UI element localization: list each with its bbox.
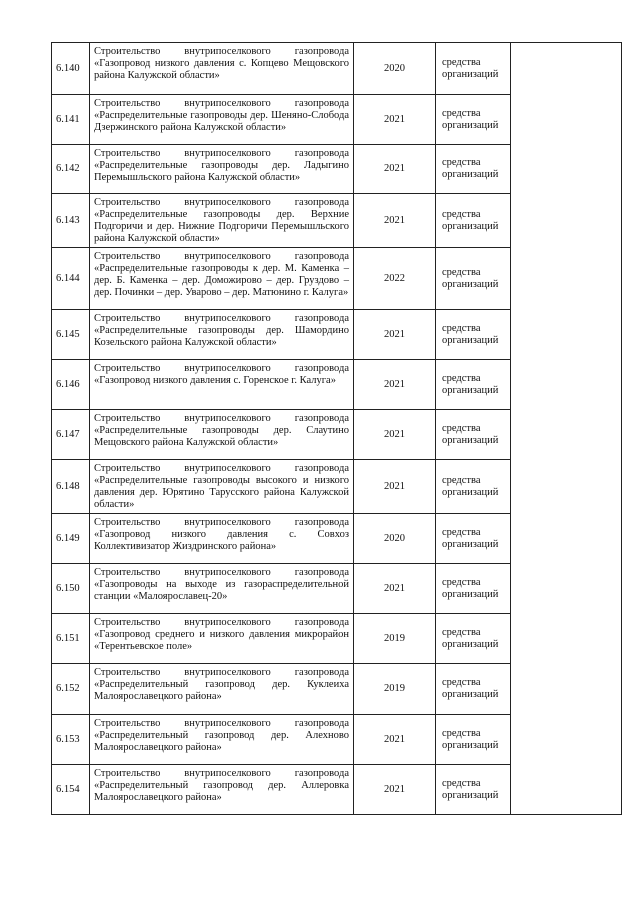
funding-source-line-2: организаций [442, 169, 499, 180]
description-title: Строительство внутрипоселкового газопровода [94, 567, 349, 578]
description-title: Строительство внутрипоселкового газопровода [94, 313, 349, 324]
row-year: 2021 [354, 360, 436, 410]
row-year: 2020 [354, 43, 436, 95]
row-number: 6.147 [52, 410, 90, 460]
funding-source-line-1: средства [442, 576, 481, 588]
funding-source-line-2: организаций [442, 739, 499, 751]
description-title: Строительство внутрипоселкового газопровода [94, 718, 349, 729]
table-body [52, 43, 622, 815]
funding-source-line-1: средства [442, 526, 481, 538]
description-text: «Газопровод низкого давления с. Совхоз Коллективизатор Жиздринского района» [94, 529, 349, 552]
row-funding-source [436, 43, 511, 95]
row-number: 6.154 [52, 765, 90, 815]
row-funding-source [436, 664, 511, 715]
funding-source-line-2: организаций [442, 278, 499, 290]
funding-source-line-1: средства [442, 727, 481, 739]
row-description [90, 765, 354, 815]
row-funding-source [436, 460, 511, 514]
description-title: Строительство внутрипоселкового газопровода [94, 363, 349, 374]
description-title: Строительство внутрипоселкового газопровода [94, 768, 349, 779]
funding-source-line-2: организаций [442, 689, 499, 700]
row-description [90, 194, 354, 248]
row-description [90, 614, 354, 664]
funding-source-line-2: организаций [442, 538, 499, 550]
gas-pipeline-table [51, 42, 622, 815]
empty-notes-column [511, 43, 622, 815]
description-title: Строительство внутрипоселкового газопровода [94, 46, 349, 57]
funding-source-line-2: организаций [442, 384, 499, 396]
funding-source-line-1: средства [442, 474, 481, 486]
row-description [90, 95, 354, 145]
row-number: 6.143 [52, 194, 90, 248]
row-number: 6.151 [52, 614, 90, 664]
description-title: Строительство внутрипоселкового газопровода [94, 667, 349, 678]
row-year: 2022 [354, 248, 436, 310]
description-text: «Распределительные газопроводы дер. Ладыгино Перемышльского района Калужской области» [94, 160, 349, 183]
description-title: Строительство внутрипоселкового газопровода [94, 463, 349, 474]
row-number: 6.145 [52, 310, 90, 360]
funding-source-line-2: организаций [442, 638, 499, 650]
row-number: 6.153 [52, 715, 90, 765]
description-title: Строительство внутрипоселкового газопровода [94, 413, 349, 424]
description-text: «Распределительный газопровод дер. Аллеровка Малоярославецкого района» [94, 780, 349, 803]
funding-source-line-2: организаций [442, 789, 499, 801]
row-description [90, 460, 354, 514]
row-year: 2021 [354, 765, 436, 815]
row-funding-source [436, 765, 511, 815]
description-text: «Распределительный газопровод дер. Алехново Малоярославецкого района» [94, 730, 349, 753]
row-funding-source [436, 715, 511, 765]
description-text: «Распределительные газопроводы к дер. М. Каменка – дер. Б. Каменка – дер. Доможирово – дер. Груздово – дер. Починки – дер. Уварово – дер. Матюнино г. Калуга» [94, 263, 349, 298]
row-number: 6.144 [52, 248, 90, 310]
funding-source-line-1: средства [442, 677, 481, 688]
funding-source-line-1: средства [442, 157, 481, 168]
description-title: Строительство внутрипоселкового газопровода [94, 251, 349, 262]
description-text: «Газопровод среднего и низкого давления микрорайон «Терентьевское поле» [94, 629, 349, 652]
row-funding-source [436, 614, 511, 664]
description-text: «Газопровод низкого давления с. Копцево Мещовского района Калужской области» [94, 58, 349, 81]
row-year: 2019 [354, 614, 436, 664]
funding-source-line-2: организаций [442, 334, 499, 346]
row-funding-source [436, 564, 511, 614]
funding-source-line-1: средства [442, 56, 481, 68]
description-text: «Газопроводы на выходе из газораспределительной станции «Малоярославец-20» [94, 579, 349, 602]
row-year: 2021 [354, 310, 436, 360]
funding-source-line-1: средства [442, 422, 481, 434]
description-text: «Распределительные газопроводы дер. Слаутино Мещовского района Калужской области» [94, 425, 349, 448]
row-year: 2020 [354, 514, 436, 564]
description-text: «Газопровод низкого давления с. Горенское г. Калуга» [94, 375, 336, 386]
funding-source-line-2: организаций [442, 588, 499, 600]
row-number: 6.140 [52, 43, 90, 95]
funding-source-line-2: организаций [442, 486, 499, 498]
funding-source-line-1: средства [442, 777, 481, 789]
funding-source-line-1: средства [442, 322, 481, 334]
funding-source-line-2: организаций [442, 68, 499, 80]
description-title: Строительство внутрипоселкового газопровода [94, 148, 349, 159]
row-year: 2021 [354, 145, 436, 194]
row-funding-source [436, 194, 511, 248]
row-year: 2021 [354, 410, 436, 460]
row-description [90, 410, 354, 460]
row-description [90, 715, 354, 765]
description-text: «Распределительные газопроводы дер. Верхние Подгоричи и дер. Нижние Подгоричи Перемышльского района Калужской области» [94, 209, 349, 244]
row-number: 6.149 [52, 514, 90, 564]
row-year: 2021 [354, 564, 436, 614]
funding-source-line-1: средства [442, 107, 481, 119]
row-funding-source [436, 145, 511, 194]
row-description [90, 360, 354, 410]
row-year: 2021 [354, 460, 436, 514]
row-funding-source [436, 514, 511, 564]
funding-source-line-1: средства [442, 372, 481, 384]
row-number: 6.148 [52, 460, 90, 514]
row-year: 2021 [354, 715, 436, 765]
row-funding-source [436, 95, 511, 145]
row-number: 6.146 [52, 360, 90, 410]
funding-source-line-1: средства [442, 266, 481, 278]
row-description [90, 564, 354, 614]
row-funding-source [436, 410, 511, 460]
row-description [90, 310, 354, 360]
funding-source-line-1: средства [442, 626, 481, 638]
row-funding-source [436, 310, 511, 360]
row-description [90, 248, 354, 310]
description-text: «Распределительный газопровод дер. Куклеиха Малоярославецкого района» [94, 679, 349, 702]
row-number: 6.150 [52, 564, 90, 614]
description-title: Строительство внутрипоселкового газопровода [94, 517, 349, 528]
row-description [90, 664, 354, 715]
row-year: 2021 [354, 194, 436, 248]
row-funding-source [436, 248, 511, 310]
row-funding-source [436, 360, 511, 410]
funding-source-line-1: средства [442, 208, 481, 220]
description-text: «Распределительные газопроводы высокого и низкого давления дер. Юрятино Тарусского района Калужской области» [94, 475, 349, 510]
description-title: Строительство внутрипоселкового газопровода [94, 98, 349, 109]
row-number: 6.141 [52, 95, 90, 145]
funding-source-line-2: организаций [442, 220, 499, 232]
row-number: 6.152 [52, 664, 90, 715]
table-row [52, 43, 622, 95]
description-text: «Распределительные газопроводы дер. Шеняно-Слобода Дзержинского района Калужской области» [94, 110, 349, 133]
row-description [90, 43, 354, 95]
description-title: Строительство внутрипоселкового газопровода [94, 197, 349, 208]
row-year: 2019 [354, 664, 436, 715]
funding-source-line-2: организаций [442, 119, 499, 131]
row-description [90, 145, 354, 194]
description-text: «Распределительные газопроводы дер. Шамордино Козельского района Калужской области» [94, 325, 349, 348]
description-title: Строительство внутрипоселкового газопровода [94, 617, 349, 628]
row-number: 6.142 [52, 145, 90, 194]
row-year: 2021 [354, 95, 436, 145]
row-description [90, 514, 354, 564]
funding-source-line-2: организаций [442, 434, 499, 446]
